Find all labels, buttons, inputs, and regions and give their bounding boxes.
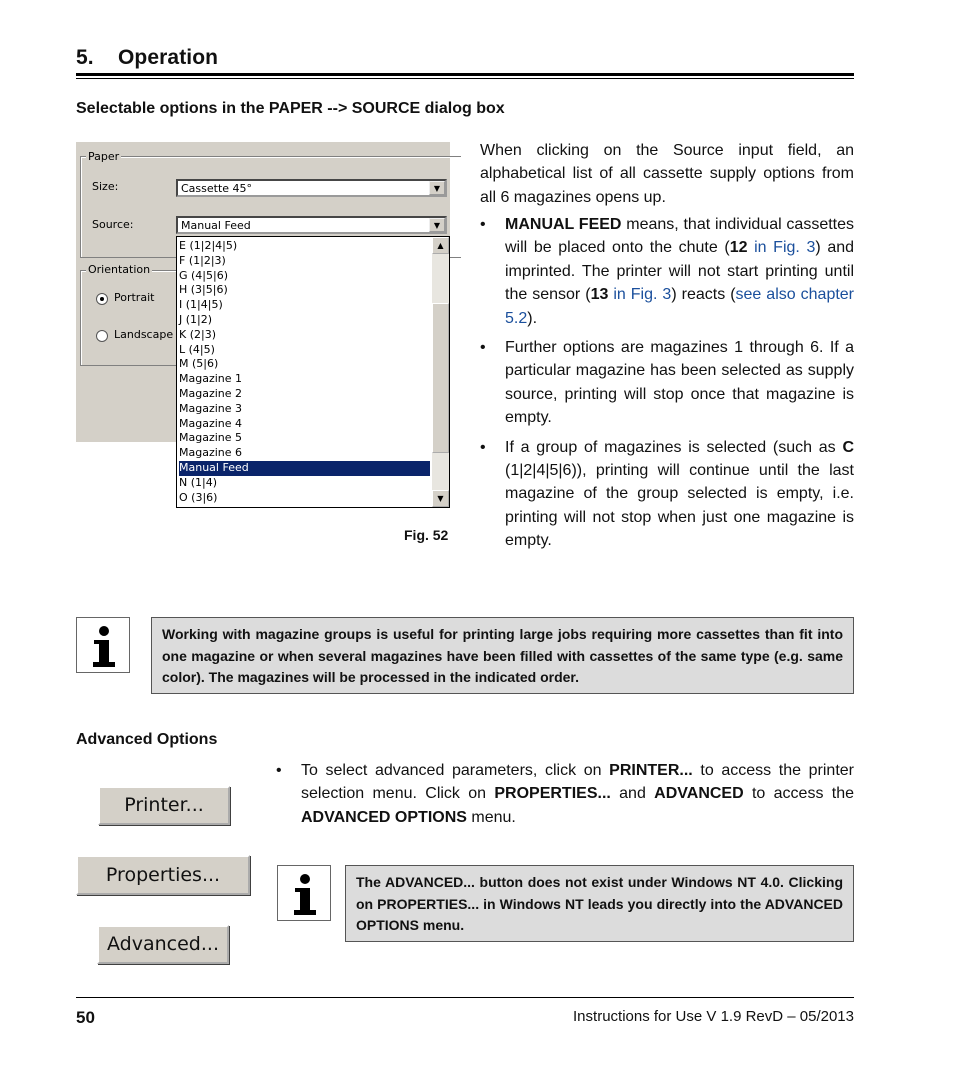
text: ). [527,309,538,327]
footer-doc-info: Instructions for Use V 1.9 RevD – 05/2013 [573,1008,854,1025]
paper-group-label: Paper [88,150,120,163]
list-item[interactable]: N (1|4) [179,475,218,489]
list-item[interactable]: O (3|6) [179,490,218,504]
group-c-term: C [842,438,854,456]
size-value: Cassette 45° [181,182,253,195]
info-note-windows-nt: The ADVANCED... button does not exist under Windows NT 4.0. Clicking on PROPERTIES... in Windows NT leads you directly into the ADVANCED OPTIONS menu. [345,865,854,942]
list-item[interactable]: H (3|5|6) [179,283,228,297]
scroll-up-arrow-icon[interactable]: ▲ [432,237,449,254]
heading-rule-thin [76,78,854,79]
list-item[interactable]: G (4|5|6) [179,268,229,282]
bullet-list-advanced [276,759,854,835]
list-item[interactable]: Magazine 6 [179,446,243,460]
advanced-options-term: ADVANCED OPTIONS [301,808,467,826]
heading-rule-thick [76,73,854,76]
text: to access the printer selection menu. Click on [301,762,855,803]
ref-number: 13 [590,286,609,304]
source-label: Source: [92,218,134,231]
portrait-radio[interactable] [96,293,108,305]
landscape-label: Landscape [114,328,174,341]
text: means, that individual cassettes will be placed onto the chute ( [505,216,855,257]
figure-label: Fig. 52 [404,527,449,543]
text: to access the [743,785,854,803]
text: and [610,785,655,803]
printer-button[interactable]: Printer... [98,786,230,825]
advanced-term: ADVANCED [654,785,744,803]
list-item[interactable]: Magazine 4 [179,416,243,430]
text: To select advanced parameters, click on [301,762,610,779]
source-dropdown-arrow-icon[interactable]: ▼ [429,218,445,232]
portrait-label: Portrait [114,291,155,304]
list-item[interactable]: M (5|6) [179,357,219,371]
properties-term: PROPERTIES... [494,785,611,803]
source-value: Manual Feed [181,219,251,232]
intro-paragraph: When clicking on the Source input field, an alphabetical list of all cassette supply options from all 6 magazines opens up. [480,142,854,206]
info-icon [277,865,331,921]
orientation-group [80,270,182,366]
ref-number: 12 [729,239,748,257]
properties-button[interactable]: Properties... [76,855,250,895]
footer-rule [76,997,854,998]
bullet-list-source [480,213,854,559]
section-title: Operation [118,46,219,69]
scroll-down-arrow-icon[interactable]: ▼ [432,490,449,507]
subheading-source-dialog: Selectable options in the PAPER --> SOURCE dialog box [76,100,505,117]
info-note-magazine-groups: Working with magazine groups is useful for printing large jobs requiring more cassettes than fit into one magazine or when several magazines have been filled with cassettes of the same type (e.g. same color). The magazines will be processed in the indicated order. [151,617,854,694]
source-combo[interactable] [176,216,447,234]
list-item[interactable]: K (2|3) [179,327,216,341]
subheading-advanced-options: Advanced Options [76,731,218,748]
list-item[interactable]: F (1|2|3) [179,253,226,267]
source-dropdown-list[interactable] [176,236,450,508]
list-item[interactable]: Magazine 3 [179,401,243,415]
text: ) reacts ( [671,286,736,304]
size-label: Size: [92,180,119,193]
text: If a group of magazines is selected (such as [505,438,843,456]
section-number: 5. [76,46,94,69]
list-item[interactable]: L (4|5) [179,342,215,356]
fig3-link[interactable]: in Fig. 3 [747,239,816,257]
list-item[interactable]: Magazine 1 [179,372,243,386]
scroll-thumb[interactable] [432,303,449,453]
text: menu. [466,808,516,826]
manual-feed-term: MANUAL FEED [505,216,622,233]
list-item[interactable]: I (1|4|5) [179,298,223,312]
list-item[interactable]: J (1|2) [179,313,213,326]
orientation-group-label: Orientation [88,263,151,276]
chapter-5-2-link[interactable]: see also chapter 5.2 [505,286,855,327]
list-item[interactable]: Magazine 5 [179,431,243,445]
info-icon [76,617,130,673]
text: (1|2|4|5|6)), printing will continue until the last magazine of the group selected is empty, i.e. printing will not stop when just one magazine is empty. [505,462,854,550]
size-combo[interactable] [176,179,447,197]
list-item[interactable]: Manual Feed [179,461,430,476]
size-dropdown-arrow-icon[interactable]: ▼ [429,181,445,195]
bullet-magazines: • Further options are magazines 1 through 6. If a particular magazine has been selected as supply source, printing will stop once that magazine is empty. [480,336,854,430]
bullet-select-advanced [276,759,854,829]
list-item[interactable]: E (1|2|4|5) [179,239,238,252]
page-number: 50 [76,1008,95,1027]
printer-term: PRINTER... [609,762,693,779]
advanced-button[interactable]: Advanced... [97,925,229,964]
bullet-magazine-group [480,436,854,553]
bullet-manual-feed [480,213,854,330]
landscape-radio[interactable] [96,330,108,342]
fig3-link[interactable]: in Fig. 3 [608,286,672,304]
text: ) and imprinted. The printer will not start printing until the sensor ( [505,239,855,304]
list-scrollbar[interactable] [432,237,449,507]
section-heading [76,46,218,70]
list-item[interactable]: Magazine 2 [179,387,243,400]
